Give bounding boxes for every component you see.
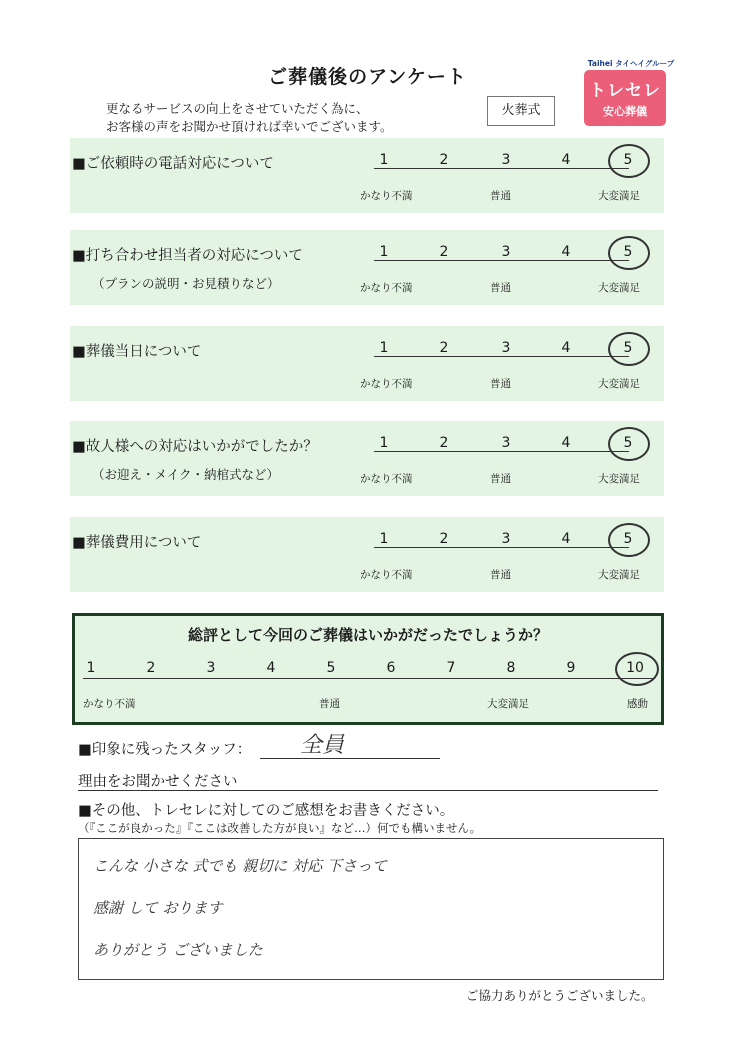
scale-number: 2 <box>439 244 449 260</box>
question-label: ■ご依頼時の電話対応について <box>72 156 274 172</box>
answer-circle <box>608 144 650 178</box>
staff-underline <box>260 758 440 759</box>
scale-number: 4 <box>561 152 571 168</box>
overall-label-top: 感動 <box>627 698 648 710</box>
intro-line-1: 更なるサービスの向上をさせていただく為に、 <box>106 101 369 116</box>
scale-number: 2 <box>439 340 449 356</box>
question-sublabel: （お迎え・メイク・納棺式など） <box>92 467 280 482</box>
overall-question: 総評として今回のご葬儀はいかがだったでしょうか？ <box>187 626 548 644</box>
overall-number: 2 <box>146 660 156 676</box>
overall-number: 5 <box>326 660 336 676</box>
scale-number: 2 <box>439 531 449 547</box>
scale-number: 2 <box>439 152 449 168</box>
scale-label-high: 大変満足 <box>598 190 640 202</box>
staff-answer: 全員 <box>300 733 345 758</box>
scale-number: 1 <box>379 340 389 356</box>
scale-label-high: 大変満足 <box>598 378 640 390</box>
reason-label: 理由をお聞かせください <box>78 774 238 790</box>
rating-scale <box>360 244 664 304</box>
scale-line <box>374 260 629 261</box>
page-title: ご葬儀後のアンケート <box>268 66 467 88</box>
scale-label-high: 大変満足 <box>598 282 640 294</box>
question-sublabel: （プランの説明・お見積りなど） <box>92 276 280 291</box>
overall-number: 7 <box>446 660 456 676</box>
scale-number: 1 <box>379 152 389 168</box>
scale-label-mid: 普通 <box>490 473 511 485</box>
scale-label-mid: 普通 <box>490 190 511 202</box>
comment-line-1: こんな 小さな 式でも 親切に 対応 下さって <box>93 857 387 875</box>
scale-number: 5 <box>623 152 633 168</box>
scale-number: 4 <box>561 435 571 451</box>
company-name: Taihei タイヘイグループ <box>587 59 675 68</box>
scale-number: 5 <box>623 531 633 547</box>
scale-label-mid: 普通 <box>490 569 511 581</box>
scale-label-low: かなり不満 <box>360 378 413 390</box>
comments-label: ■その他、トレセレに対してのご感想をお書きください。 <box>78 803 455 819</box>
scale-number: 4 <box>561 244 571 260</box>
scale-number: 1 <box>379 435 389 451</box>
reason-underline <box>78 790 658 791</box>
answer-circle <box>608 523 650 557</box>
scale-number: 2 <box>439 435 449 451</box>
overall-number: 10 <box>626 660 644 676</box>
rating-scale <box>360 531 664 591</box>
brand-name: トレセレ <box>589 81 661 101</box>
staff-label: ■印象に残ったスタッフ： <box>78 742 252 758</box>
overall-number: 3 <box>206 660 216 676</box>
scale-number: 1 <box>379 244 389 260</box>
scale-number: 3 <box>501 152 511 168</box>
scale-number: 5 <box>623 340 633 356</box>
question-band <box>70 230 664 305</box>
overall-number: 8 <box>506 660 516 676</box>
intro-line-2: お客様の声をお聞かせ頂ければ幸いでございます。 <box>106 119 393 134</box>
scale-line <box>374 168 629 169</box>
scale-number: 4 <box>561 340 571 356</box>
comment-line-2: 感謝 して おります <box>93 899 223 917</box>
answer-circle <box>608 236 650 270</box>
scale-number: 3 <box>501 340 511 356</box>
scale-number: 3 <box>501 435 511 451</box>
answer-circle <box>608 427 650 461</box>
scale-line <box>374 356 629 357</box>
question-label: ■打ち合わせ担当者の対応について <box>72 248 303 264</box>
question-label: ■葬儀費用について <box>72 535 202 551</box>
brand-badge <box>584 70 666 126</box>
overall-label-low: かなり不満 <box>83 698 136 710</box>
scale-label-high: 大変満足 <box>598 569 640 581</box>
scale-number: 5 <box>623 435 633 451</box>
brand-logo <box>578 58 684 130</box>
overall-label-mid: 普通 <box>319 698 340 710</box>
scale-number: 4 <box>561 531 571 547</box>
scale-number: 3 <box>501 531 511 547</box>
ceremony-type-box: 火葬式 <box>487 96 555 126</box>
overall-label-high: 大変満足 <box>487 698 529 710</box>
comments-box <box>78 838 664 980</box>
question-band <box>70 517 664 592</box>
answer-circle <box>608 332 650 366</box>
overall-number: 1 <box>86 660 96 676</box>
rating-scale <box>360 152 664 212</box>
question-band <box>70 138 664 213</box>
scale-number: 5 <box>623 244 633 260</box>
brand-tagline: 安心葬儀 <box>603 105 647 118</box>
question-label: ■葬儀当日について <box>72 344 202 360</box>
question-label: ■故人様への対応はいかがでしたか？ <box>72 439 318 455</box>
question-band <box>70 421 664 496</box>
overall-number: 4 <box>266 660 276 676</box>
overall-scale-line <box>83 678 653 679</box>
comment-line-3: ありがとう ございました <box>93 941 263 959</box>
overall-number: 9 <box>566 660 576 676</box>
overall-rating-box <box>72 613 664 725</box>
scale-number: 1 <box>379 531 389 547</box>
scale-label-low: かなり不満 <box>360 569 413 581</box>
scale-line <box>374 451 629 452</box>
question-band <box>70 326 664 401</box>
overall-answer-circle <box>615 652 659 686</box>
rating-scale <box>360 340 664 400</box>
overall-number: 6 <box>386 660 396 676</box>
scale-label-low: かなり不満 <box>360 282 413 294</box>
rating-scale <box>360 435 664 495</box>
scale-label-high: 大変満足 <box>598 473 640 485</box>
scale-line <box>374 547 629 548</box>
scale-label-low: かなり不満 <box>360 190 413 202</box>
scale-label-mid: 普通 <box>490 282 511 294</box>
comments-hint: （『ここが良かった』『ここは改善した方が良い』など…）何でも構いません。 <box>78 821 482 835</box>
scale-number: 3 <box>501 244 511 260</box>
thanks-text: ご協力ありがとうございました。 <box>466 988 654 1003</box>
scale-label-mid: 普通 <box>490 378 511 390</box>
scale-label-low: かなり不満 <box>360 473 413 485</box>
